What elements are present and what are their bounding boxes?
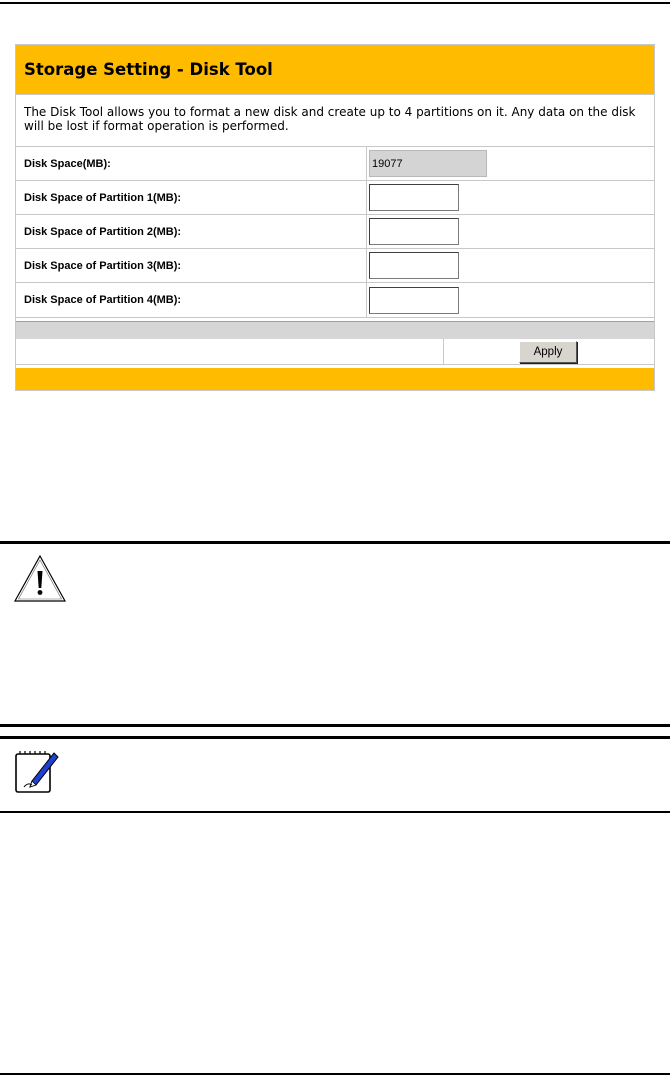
partition-3-label: Disk Space of Partition 3(MB): <box>16 249 367 282</box>
separator-bar <box>16 321 654 339</box>
disk-space-row <box>16 147 654 181</box>
panel-description: The Disk Tool allows you to format a new disk and create up to 4 partitions on it. Any data on the disk will be lost if format operation is performed. <box>16 95 654 147</box>
panel-header <box>16 45 654 95</box>
partition-2-row <box>16 215 654 249</box>
partition-4-label: Disk Space of Partition 4(MB): <box>16 283 367 317</box>
disk-tool-panel <box>15 44 655 391</box>
page-bottom-rule <box>0 1073 670 1075</box>
caution-top-rule <box>0 541 670 544</box>
caution-triangle-icon <box>13 554 67 603</box>
partition-4-row <box>16 283 654 317</box>
apply-row <box>16 339 654 365</box>
partition-3-row <box>16 249 654 283</box>
partition-3-input[interactable] <box>369 252 459 279</box>
partition-2-input[interactable] <box>369 218 459 245</box>
partition-4-input[interactable] <box>369 287 459 314</box>
note-top-rule <box>0 736 670 739</box>
partition-2-label: Disk Space of Partition 2(MB): <box>16 215 367 248</box>
notepad-pen-icon <box>14 749 60 795</box>
partition-1-row <box>16 181 654 215</box>
disk-space-value: 19077 <box>369 150 487 177</box>
note-bottom-rule <box>0 811 670 813</box>
panel-footer <box>16 368 654 390</box>
caution-bottom-rule <box>0 724 670 727</box>
panel-title: Storage Setting - Disk Tool <box>24 60 273 79</box>
apply-button[interactable]: Apply <box>519 341 577 363</box>
partition-1-label: Disk Space of Partition 1(MB): <box>16 181 367 214</box>
page-top-rule <box>0 2 670 4</box>
disk-space-label: Disk Space(MB): <box>16 147 367 180</box>
partition-1-input[interactable] <box>369 184 459 211</box>
